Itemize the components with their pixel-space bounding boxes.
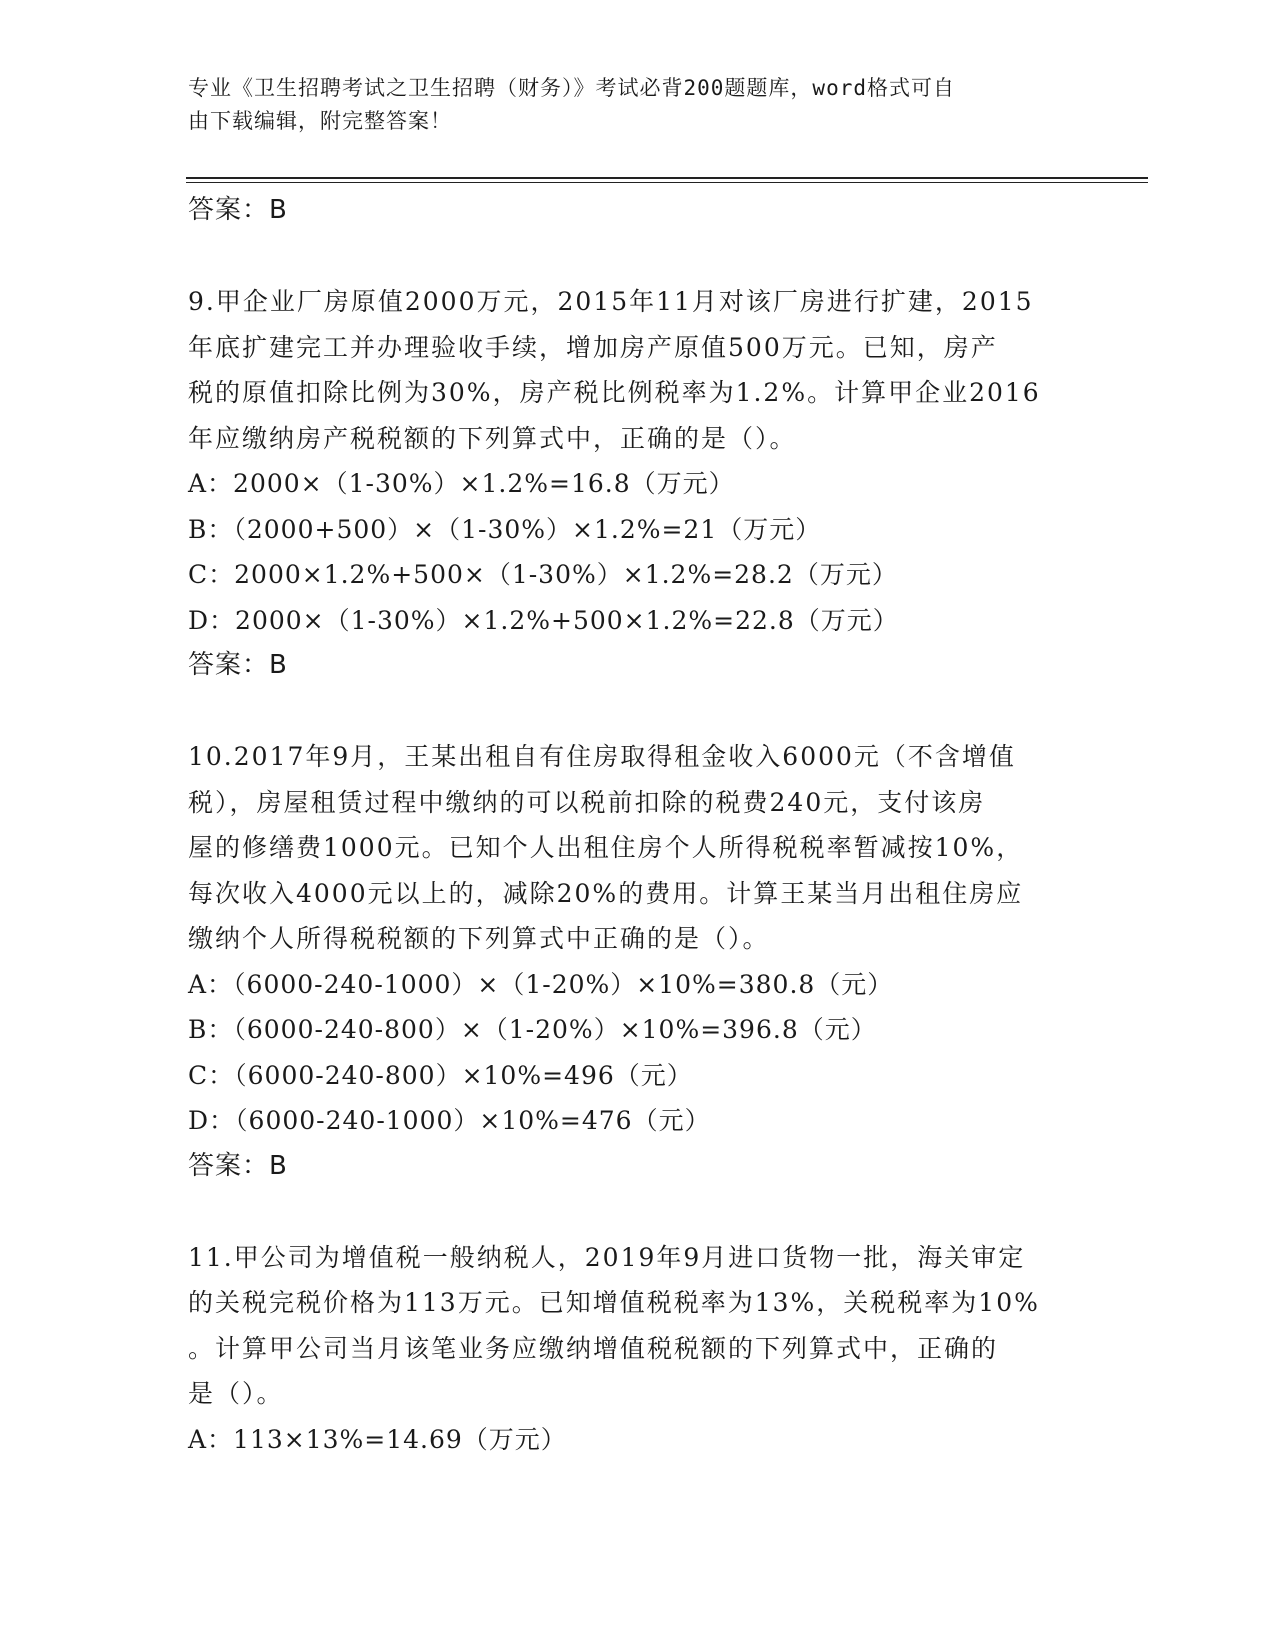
question-text-line: 税的原值扣除比例为30%，房产税比例税率为1.2%。计算甲企业2016 [188, 378, 1041, 407]
header-rule-thick [186, 177, 1148, 179]
question-text-line: 是（）。 [188, 1379, 284, 1408]
question-text-line: 10.2017年9月，王某出租自有住房取得租金收入6000元（不含增值 [188, 742, 1016, 771]
question-text-line: 年底扩建完工并办理验收手续，增加房产原值500万元。已知，房产 [188, 332, 998, 362]
question-text-line: 每次收入4000元以上的，减除20%的费用。计算王某当月出租住房应 [188, 878, 1024, 908]
document-header [188, 72, 1068, 138]
question-block [188, 279, 1088, 689]
question-text-line: 。计算甲公司当月该笔业务应缴纳增值税税额的下列算式中，正确的 [188, 1333, 999, 1363]
header-line-1: 专业《卫生招聘考试之卫生招聘（财务）》考试必背200题题库，word格式可自 [188, 76, 955, 100]
option-a: A：113×13%=14.69（万元） [188, 1424, 567, 1454]
question-text-line: 的关税完税价格为113万元。已知增值税税率为13%，关税税率为10% [188, 1288, 1040, 1317]
question-content [188, 188, 1088, 1462]
question-text-line: 9.甲企业厂房原值2000万元，2015年11月对该厂房进行扩建，2015 [188, 287, 1034, 316]
question-text-line: 缴纳个人所得税税额的下列算式中正确的是（）。 [188, 924, 770, 953]
header-rule-thin [186, 182, 1148, 183]
header-line-2: 由下载编辑，附完整答案！ [188, 109, 452, 133]
question-text-line: 税），房屋租赁过程中缴纳的可以税前扣除的税费240元，支付该房 [188, 787, 986, 817]
question-text-line: 年应缴纳房产税税额的下列算式中，正确的是（）。 [188, 423, 797, 453]
option-a: A：2000×（1-30%）×1.2%=16.8（万元） [188, 469, 735, 498]
question-text-line: 11.甲公司为增值税一般纳税人，2019年9月进口货物一批，海关审定 [188, 1242, 1026, 1272]
spacer [188, 234, 1088, 280]
answer-line: 答案：B [188, 195, 288, 225]
option-a: A：（6000-240-1000）×（1-20%）×10%=380.8（元） [188, 969, 894, 999]
answer-line: 答案：B [188, 650, 288, 680]
option-c: C：（6000-240-800）×10%=496（元） [188, 1060, 693, 1090]
option-d: D：（6000-240-1000）×10%=476（元） [188, 1106, 711, 1135]
option-d: D：2000×（1-30%）×1.2%+500×1.2%=22.8（万元） [188, 605, 899, 635]
spacer [188, 1189, 1088, 1235]
answer-line: 答案：B [188, 1150, 288, 1181]
option-b: B：（6000-240-800）×（1-20%）×10%=396.8（元） [188, 1015, 877, 1044]
option-b: B：（2000+500）×（1-30%）×1.2%=21（万元） [188, 514, 822, 544]
question-block [188, 734, 1088, 1189]
spacer [188, 689, 1088, 735]
option-c: C：2000×1.2%+500×（1-30%）×1.2%=28.2（万元） [188, 560, 898, 589]
question-block [188, 1235, 1088, 1463]
question-text-line: 屋的修缮费1000元。已知个人出租住房个人所得税税率暂减按10%， [188, 833, 1024, 862]
